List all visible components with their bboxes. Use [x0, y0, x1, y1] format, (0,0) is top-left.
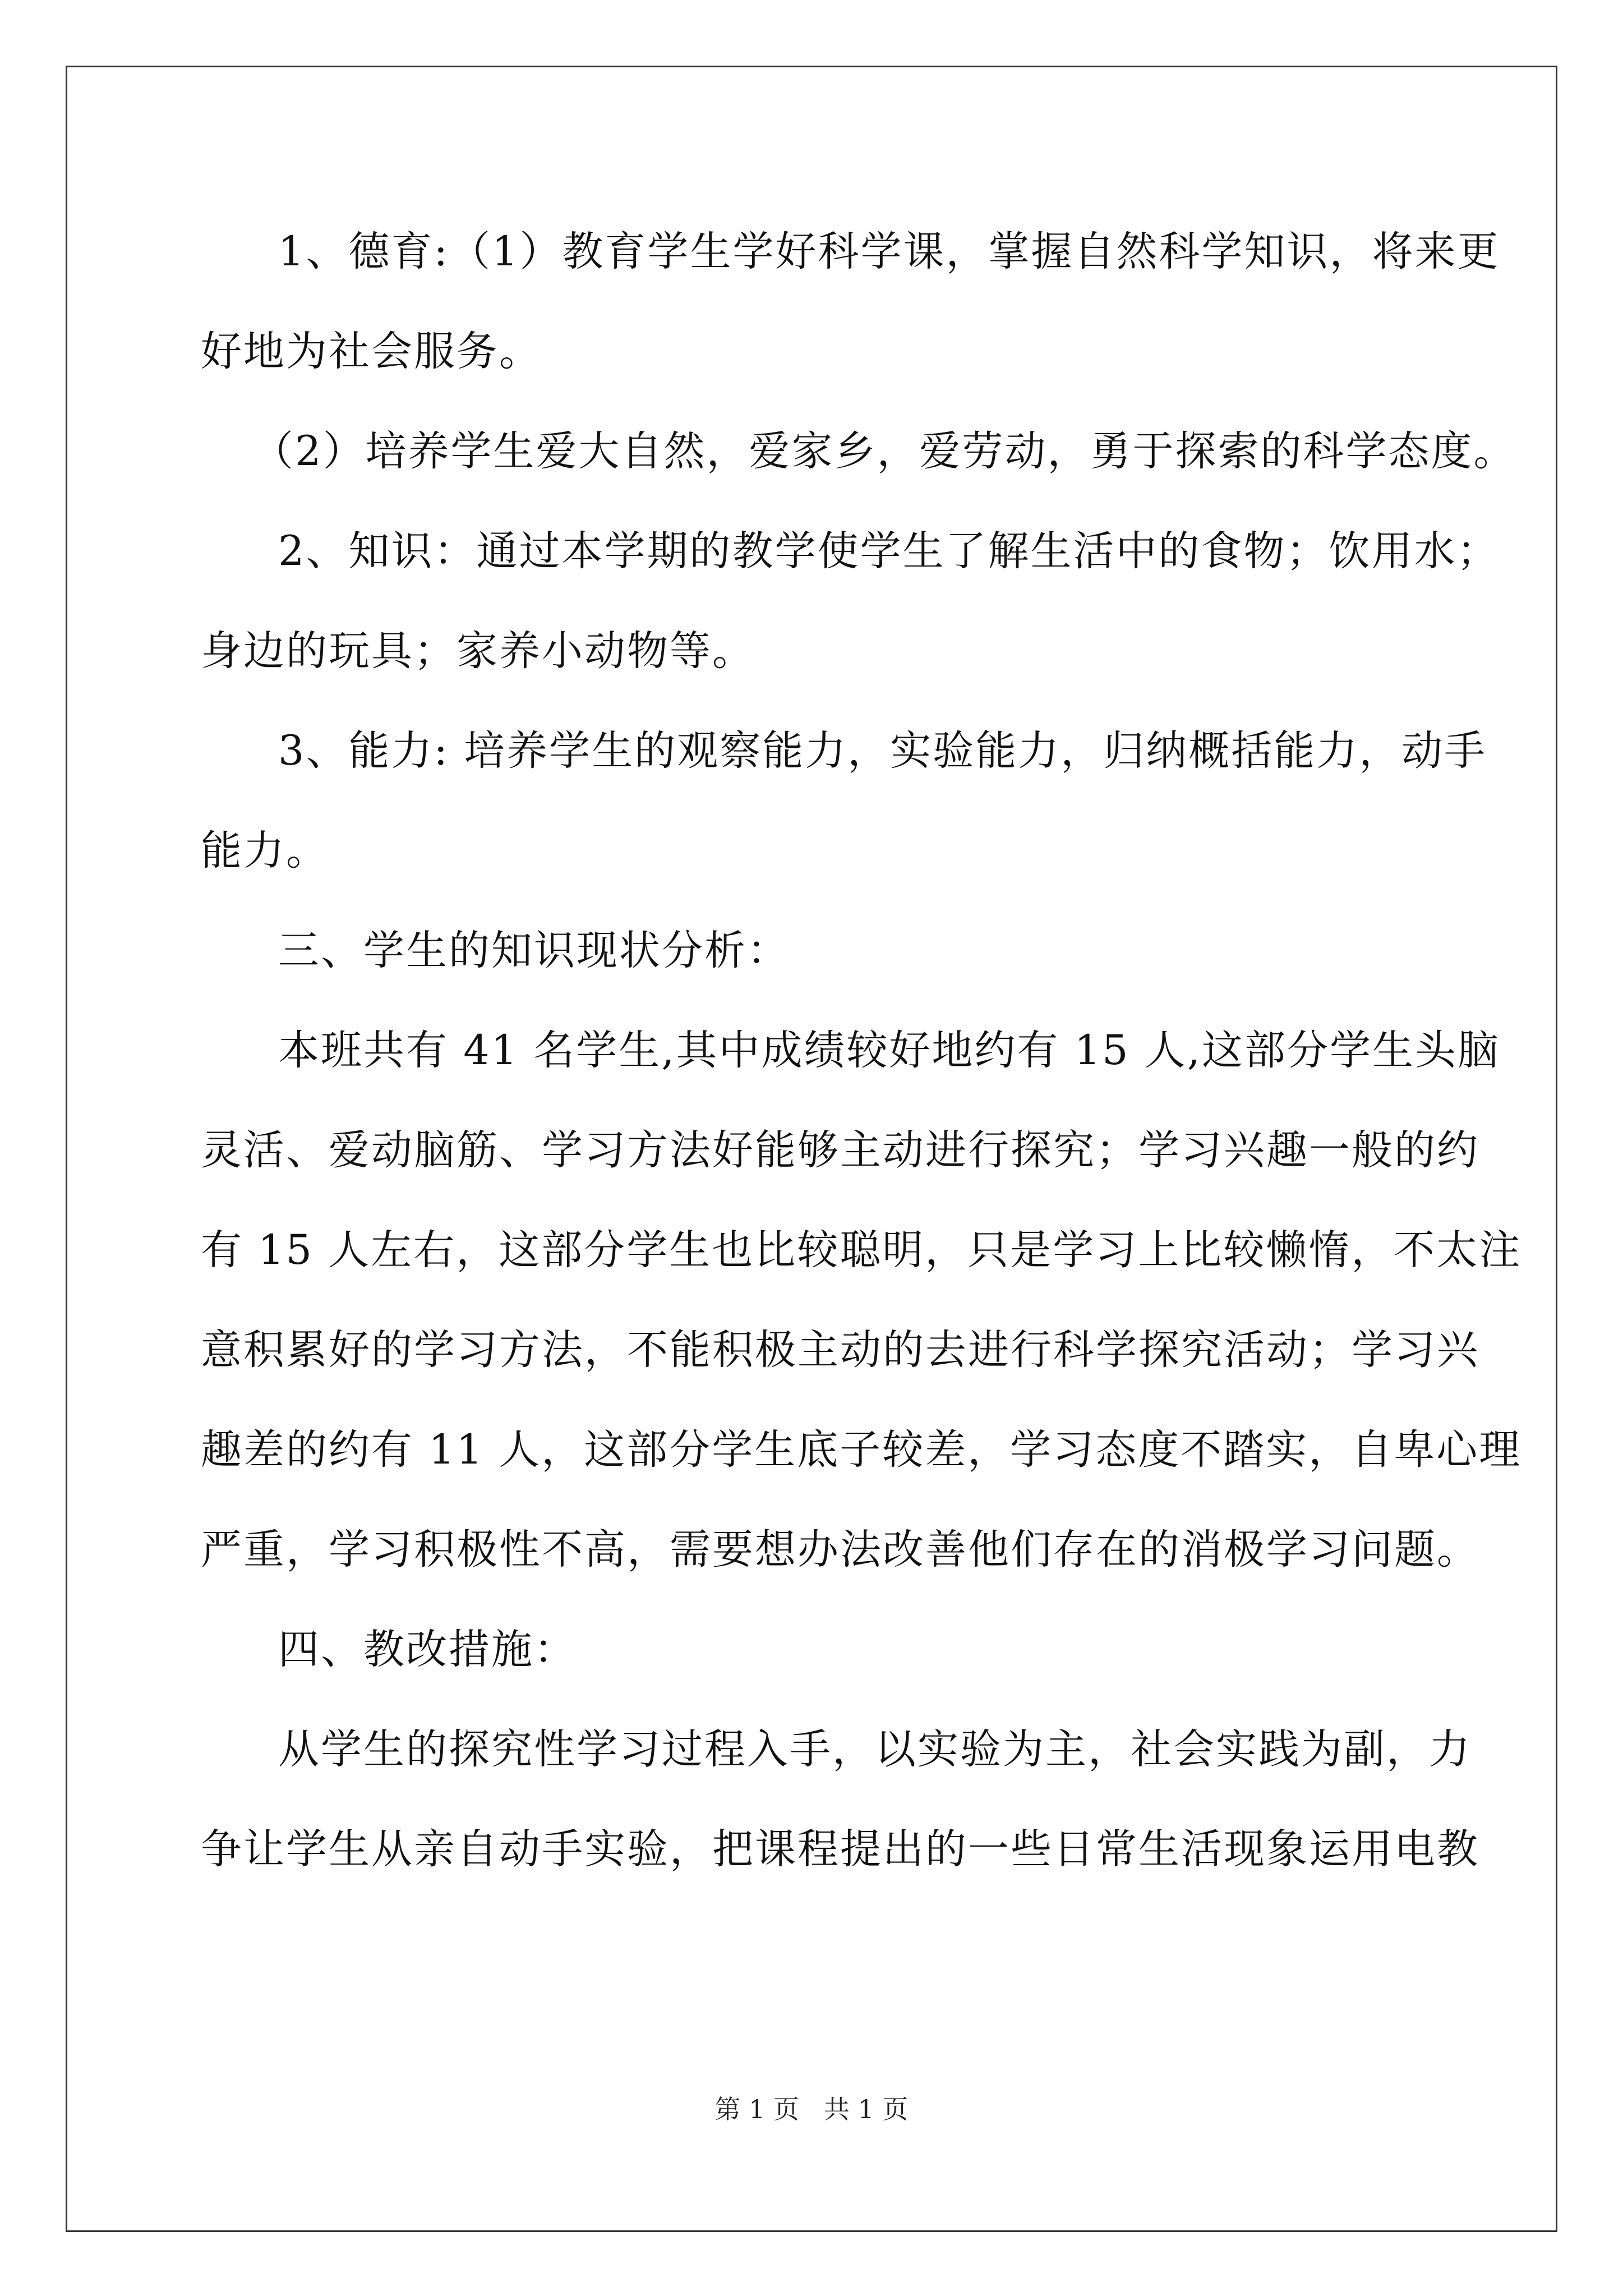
text-line-2: 好地为社会服务。 — [201, 328, 542, 375]
text-line-11: 有 15 人左右，这部分学生也比较聪明，只是学习上比较懒惰，不太注 — [201, 1226, 1522, 1274]
text-line-1: 1、德育:（1）教育学生学好科学课，掌握自然科学知识，将来更 — [278, 228, 1500, 275]
page-footer: 第 1 页 共 1 页 — [714, 2094, 909, 2124]
text-line-9: 本班共有 41 名学生,其中成绩较好地约有 15 人,这部分学生头脑 — [278, 1027, 1501, 1074]
text-line-3: （2）培养学生爱大自然，爱家乡，爱劳动，勇于探索的科学态度。 — [252, 427, 1516, 475]
section-heading-3: 三、学生的知识现状分析： — [278, 927, 790, 974]
text-line-13: 趣差的约有 11 人，这部分学生底子较差，学习态度不踏实，自卑心理 — [201, 1426, 1522, 1474]
text-line-7: 能力。 — [201, 827, 329, 875]
text-line-4: 2、知识：通过本学期的教学使学生了解生活中的食物；饮用水； — [278, 527, 1500, 575]
text-line-6: 3、能力: 培养学生的观察能力，实验能力，归纳概括能力，动手 — [278, 727, 1487, 775]
text-line-14: 严重，学习积极性不高，需要想办法改善他们存在的消极学习问题。 — [201, 1526, 1479, 1573]
text-line-10: 灵活、爱动脑筋、学习方法好能够主动进行探究；学习兴趣一般的约 — [201, 1126, 1479, 1174]
text-line-17: 争让学生从亲自动手实验，把课程提出的一些日常生活现象运用电教 — [201, 1825, 1479, 1873]
text-line-5: 身边的玩具；家养小动物等。 — [201, 627, 755, 675]
text-line-12: 意积累好的学习方法，不能积极主动的去进行科学探究活动；学习兴 — [201, 1326, 1479, 1374]
text-line-16: 从学生的探究性学习过程入手，以实验为主，社会实践为副，力 — [278, 1726, 1472, 1773]
section-heading-4: 四、教改措施： — [278, 1626, 577, 1673]
